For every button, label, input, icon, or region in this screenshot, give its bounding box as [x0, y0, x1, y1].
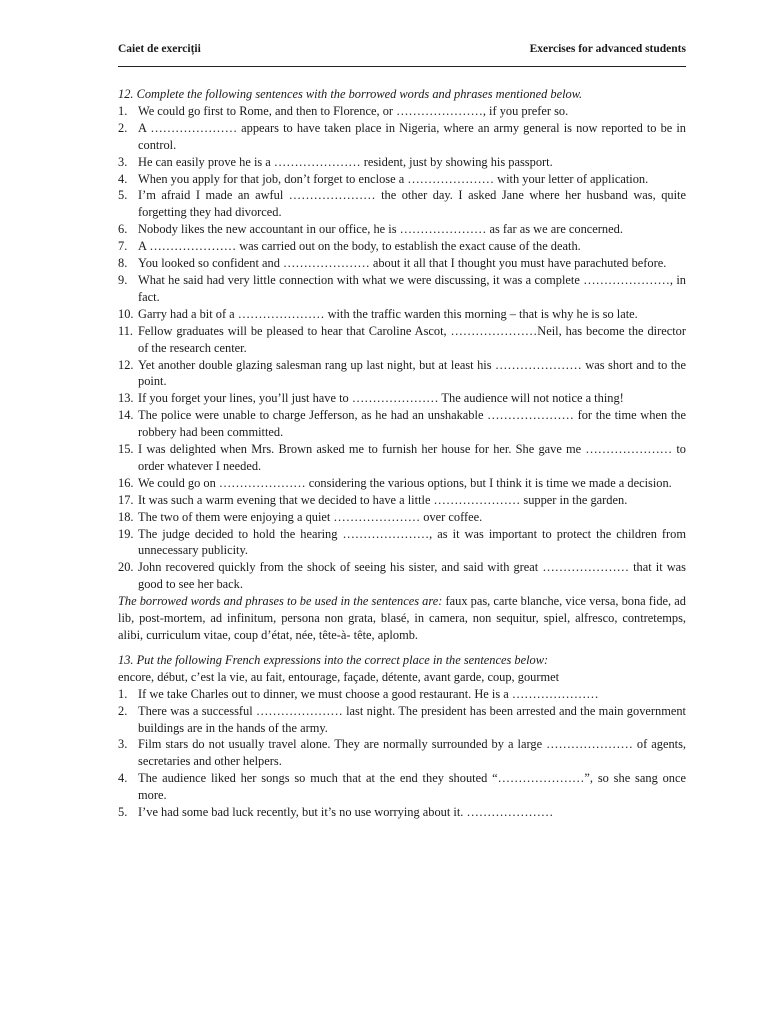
sentence-item — [118, 559, 686, 593]
sentence-number: 12. — [118, 357, 134, 372]
sentence-text: Garry had a bit of a ………………… with the traffic warden this morning – that is why he is so late. — [138, 306, 638, 321]
sentence-number: 17. — [118, 492, 134, 507]
header-left-title: Caiet de exerciții — [118, 43, 201, 55]
sentence-text: A ………………… was carried out on the body, to establish the exact cause of the death. — [138, 239, 581, 254]
sentence-number: 1. — [118, 103, 128, 118]
sentence-text: John recovered quickly from the shock of seeing his sister, and said with great ………………… that it was good to see her back. — [138, 560, 686, 592]
sentence-item — [118, 703, 686, 737]
sentence-text: Nobody likes the new accountant in our office, he is ………………… as far as we are concerned. — [138, 222, 623, 237]
sentence-item — [118, 103, 686, 120]
sentence-text: We could go first to Rome, and then to Florence, or …………………, if you prefer so. — [138, 103, 569, 118]
sentence-item — [118, 154, 686, 171]
sentence-number: 2. — [118, 120, 128, 135]
sentence-item — [118, 509, 686, 526]
sentence-item — [118, 238, 686, 255]
sentence-text: He can easily prove he is a ………………… resident, just by showing his passport. — [138, 154, 553, 169]
exercise-12-sentences — [118, 103, 686, 593]
sentence-text: The judge decided to hold the hearing …………………, as it was important to protect the children from unnecessary publicity. — [138, 526, 686, 558]
sentence-text: Fellow graduates will be pleased to hear that Caroline Ascot, …………………Neil, has become the director of the research center. — [138, 323, 686, 355]
header-right-title: Exercises for advanced students — [529, 43, 686, 55]
word-bank-lead: The borrowed words and phrases to be used in the sentences are: — [118, 594, 443, 609]
sentence-item — [118, 120, 686, 154]
sentence-text: Yet another double glazing salesman rang up last night, but at least his ………………… was short and to the point. — [138, 357, 686, 389]
sentence-number: 20. — [118, 560, 134, 575]
sentence-text: We could go on ………………… considering the various options, but I think it is time we made a decision. — [138, 475, 672, 490]
sentence-text: The audience liked her songs so much that at the end they shouted “…………………”, so she sang once more. — [138, 771, 686, 803]
sentence-item — [118, 441, 686, 475]
sentence-number: 3. — [118, 154, 128, 169]
sentence-text: If we take Charles out to dinner, we must choose a good restaurant. He is a ………………… — [138, 686, 599, 701]
page-content — [118, 86, 686, 821]
sentence-item — [118, 187, 686, 221]
sentence-item — [118, 171, 686, 188]
sentence-item — [118, 736, 686, 770]
sentence-number: 4. — [118, 771, 128, 786]
sentence-item — [118, 407, 686, 441]
sentence-text: I was delighted when Mrs. Brown asked me to furnish her house for her. She gave me ………………… to order whatever I needed. — [138, 442, 686, 473]
sentence-number: 5. — [118, 188, 128, 203]
sentence-item — [118, 770, 686, 804]
exercise-12-word-bank — [118, 593, 686, 644]
exercise-13 — [118, 652, 686, 821]
sentence-item — [118, 492, 686, 509]
sentence-number: 9. — [118, 272, 128, 287]
page-header — [118, 40, 686, 67]
sentence-item — [118, 526, 686, 560]
sentence-text: When you apply for that job, don’t forget to enclose a ………………… with your letter of application. — [138, 171, 649, 186]
sentence-item — [118, 306, 686, 323]
sentence-text: A ………………… appears to have taken place in Nigeria, where an army general is now reported to be in control. — [138, 120, 686, 152]
sentence-item — [118, 272, 686, 306]
exercise-13-word-bank: encore, début, c’est la vie, au fait, entourage, façade, détente, avant garde, coup, gourmet — [118, 669, 560, 684]
sentence-number: 3. — [118, 737, 128, 752]
sentence-item — [118, 255, 686, 272]
sentence-item — [118, 357, 686, 391]
sentence-text: You looked so confident and ………………… about it all that I thought you must have parachuted before. — [138, 256, 667, 271]
sentence-number: 7. — [118, 239, 128, 254]
sentence-item — [118, 804, 686, 821]
sentence-text: The police were unable to charge Jefferson, as he had an unshakable ………………… for the time when the robbery had been committed. — [138, 408, 686, 440]
sentence-number: 8. — [118, 256, 128, 271]
exercise-13-sentences — [118, 686, 686, 821]
sentence-number: 6. — [118, 222, 128, 237]
sentence-item — [118, 221, 686, 238]
exercise-12-instruction: 12. Complete the following sentences with the borrowed words and phrases mentioned below. — [118, 87, 583, 101]
sentence-item — [118, 323, 686, 357]
sentence-number: 1. — [118, 686, 128, 701]
sentence-item — [118, 475, 686, 492]
sentence-number: 4. — [118, 171, 128, 186]
sentence-text: I’m afraid I made an awful ………………… the other day. I asked Jane where her husband was, quite forgetting they had divorced. — [138, 188, 686, 220]
sentence-number: 15. — [118, 442, 134, 457]
sentence-number: 14. — [118, 408, 134, 423]
sentence-text: The two of them were enjoying a quiet ………………… over coffee. — [138, 509, 483, 524]
sentence-text: There was a successful ………………… last night. The president has been arrested and the main government buildings are in the hands of the army. — [138, 703, 686, 735]
word-bank-list: faux pas, carte blanche, vice versa, bona fide, ad lib, post-mortem, ad infinitum, persona non grata, blasé, in camera, non sequitur, spiel, alfresco, contretemps, alibi, curriculum vitae, coup d’état, née, tête-à- tête, aplomb. — [118, 594, 686, 642]
sentence-number: 2. — [118, 703, 128, 718]
sentence-text: What he said had very little connection with what we were discussing, it was a complete …………………, in fact. — [138, 272, 686, 304]
sentence-text: It was such a warm evening that we decided to have a little ………………… supper in the garden. — [138, 492, 628, 507]
sentence-number: 11. — [118, 323, 134, 338]
sentence-item — [118, 390, 686, 407]
sentence-text: I’ve had some bad luck recently, but it’s no use worrying about it. ………………… — [138, 805, 554, 820]
sentence-item — [118, 686, 686, 703]
sentence-number: 18. — [118, 509, 134, 524]
exercise-12 — [118, 86, 686, 644]
sentence-number: 10. — [118, 306, 134, 321]
sentence-number: 13. — [118, 391, 134, 406]
sentence-number: 5. — [118, 805, 128, 820]
sentence-number: 19. — [118, 526, 134, 541]
section-gap — [118, 644, 686, 652]
exercise-13-instruction: 13. Put the following French expressions into the correct place in the sentences below: — [118, 652, 549, 667]
sentence-text: If you forget your lines, you’ll just have to ………………… The audience will not notice a thing! — [138, 391, 624, 406]
sentence-text: Film stars do not usually travel alone. They are normally surrounded by a large ………………… of agents, secretaries and other helpers. — [138, 737, 686, 769]
sentence-number: 16. — [118, 475, 134, 490]
